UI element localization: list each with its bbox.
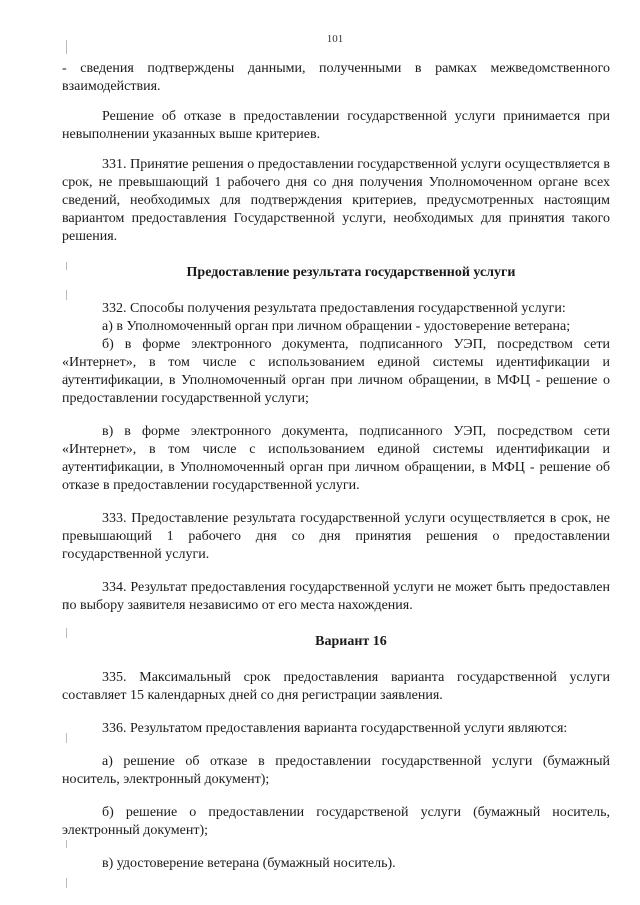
paragraph-336-a: а) решение об отказе в предоставлении государственной услуги (бумажный носитель, электронный документ); (62, 754, 610, 787)
page-number: 101 (326, 33, 344, 45)
paragraph-333: 333. Предоставление результата государственной услуги осуществляется в срок, не превышающий 1 рабочего дня со дня принятия решения о предоставлении государственной услуги. (62, 511, 610, 562)
paragraph-332-c: в) в форме электронного документа, подписанного УЭП, посредством сети «Интернет», в том числе с использованием единой системы идентификации и аутентификации, в Уполномоченный орган при личном обращении, в МФЦ - решение об отказе в предоставлении государственной услуги. (62, 424, 610, 493)
paragraph-332-a: а) в Уполномоченный орган при личном обращении - удостоверение ветерана; (102, 319, 571, 334)
document-body (62, 60, 610, 873)
paragraph-332: 332. Способы получения результата предоставления государственной услуги: (102, 301, 566, 316)
paragraph-336: 336. Результатом предоставления варианта государственной услуги являются: (102, 721, 568, 736)
paragraph-336-c: в) удостоверение ветерана (бумажный носитель). (102, 856, 396, 871)
paragraph-refusal-criteria: Решение об отказе в предоставлении государственной услуги принимается при невыполнении указанных выше критериев. (62, 109, 610, 142)
paragraph-332-b: б) в форме электронного документа, подписанного УЭП, посредством сети «Интернет», в том числе с использованием единой системы идентификации и аутентификации, в Уполномоченный орган при личном обращении, в МФЦ - решение о предоставлении государственной услуги; (62, 337, 610, 406)
paragraph-331: 331. Принятие решения о предоставлении государственной услуги осуществляется в срок, не превышающий 1 рабочего дня со дня получения Уполномоченном органе всех сведений, необходимых для подтверждения критериев, предусмотренных настоящим вариантом предоставления Государственной услуги, необходимых для принятия такого решения. (62, 157, 610, 244)
paragraph-335: 335. Максимальный срок предоставления варианта государственной услуги составляет 15 календарных дней со дня регистрации заявления. (62, 670, 610, 703)
paragraph-336-b: б) решение о предоставлении государственой услуги (бумажный носитель, электронный документ); (62, 805, 610, 838)
section-heading-variant: Вариант 16 (315, 634, 387, 649)
scan-artifact (66, 878, 67, 888)
paragraph-334: 334. Результат предоставления государственной услуги не может быть предоставлен по выбору заявителя независимо от его места нахождения. (62, 580, 610, 613)
section-heading-result: Предоставление результата государственной услуги (186, 265, 516, 280)
paragraph-interagency-data: - сведения подтверждены данными, полученными в рамках межведомственного взаимодействия. (62, 61, 610, 94)
